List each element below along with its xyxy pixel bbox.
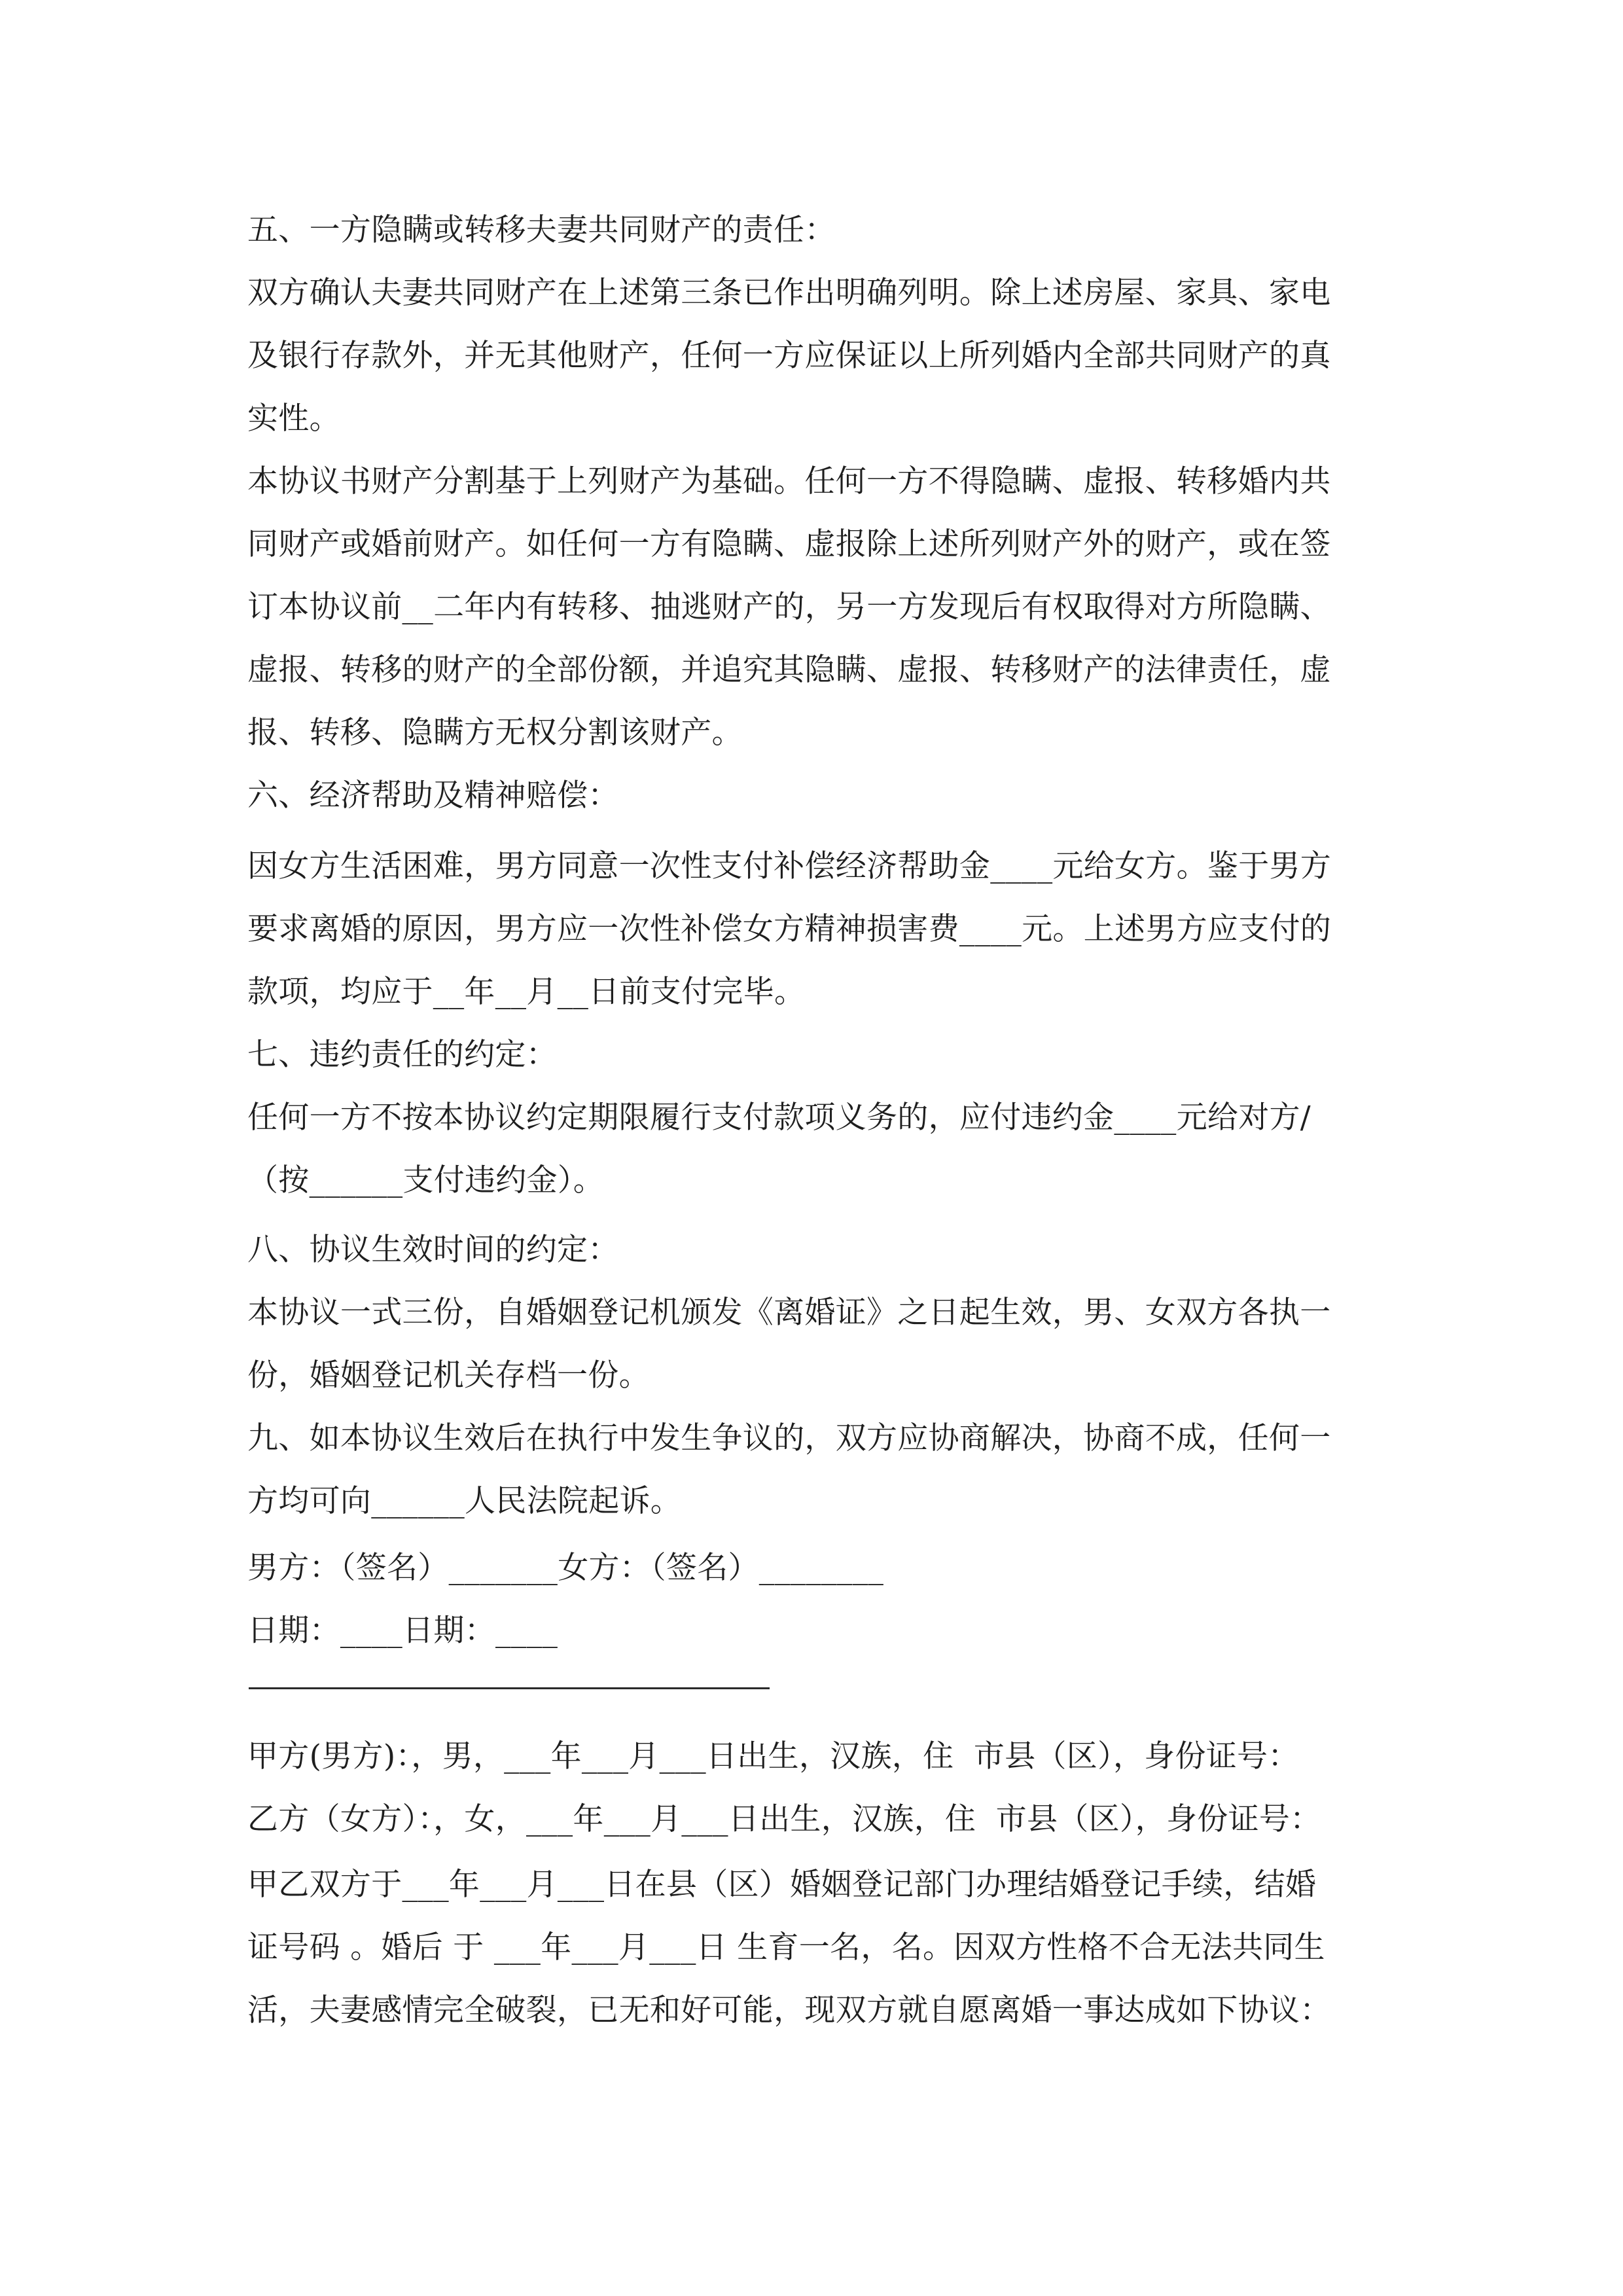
signature-line: 男方：（签名）_______女方：（签名）________ <box>247 1550 884 1586</box>
section-6-heading: 六、经济帮助及精神赔偿： <box>247 778 619 814</box>
paragraph-line: 本协议书财产分割基于上列财产为基础。任何一方不得隐瞒、虚报、转移婚内共 <box>247 463 1331 499</box>
paragraph-line: 份，婚姻登记机关存档一份。 <box>247 1357 650 1393</box>
date-line: 日期：____日期：____ <box>247 1613 558 1649</box>
section-5-heading: 五、一方隐瞒或转移夫妻共同财产的责任： <box>247 212 836 248</box>
separator-rule <box>249 1687 770 1689</box>
paragraph-line: 任何一方不按本协议约定期限履行支付款项义务的，应付违约金____元给对方/ <box>247 1100 1311 1136</box>
paragraph-line: （按______支付违约金）。 <box>247 1162 604 1198</box>
party-a-line: 甲方(男方)：，男，___年___月___日出生，汉族，住 市县（区），身份证号： <box>247 1738 1299 1774</box>
paragraph-line: 及银行存款外，并无其他财产，任何一方应保证以上所列婚内全部共同财产的真 <box>247 338 1331 374</box>
paragraph-line: 方均可向______人民法院起诉。 <box>247 1483 682 1519</box>
paragraph-line: 活，夫妻感情完全破裂，已无和好可能，现双方就自愿离婚一事达成如下协议： <box>247 1992 1331 2028</box>
paragraph-line: 虚报、转移的财产的全部份额，并追究其隐瞒、虚报、转移财产的法律责任，虚 <box>247 652 1331 688</box>
party-b-line: 乙方（女方）：，女，___年___月___日出生，汉族，住 市县（区），身份证号： <box>247 1801 1321 1837</box>
section-9-line: 九、如本协议生效后在执行中发生争议的，双方应协商解决，协商不成，任何一 <box>247 1420 1331 1456</box>
paragraph-line: 实性。 <box>247 401 340 437</box>
paragraph-line: 报、转移、隐瞒方无权分割该财产。 <box>247 715 743 751</box>
paragraph-line: 证号码 。婚后 于 ___年___月___日 生育一名，名。因双方性格不合无法共同生 <box>247 1929 1325 1965</box>
paragraph-line: 订本协议前__二年内有转移、抽逃财产的，另一方发现后有权取得对方所隐瞒、 <box>247 589 1331 625</box>
paragraph-line: 要求离婚的原因，男方应一次性补偿女方精神损害费____元。上述男方应支付的 <box>247 911 1332 947</box>
paragraph-line: 本协议一式三份，自婚姻登记机颁发《离婚证》之日起生效，男、女双方各执一 <box>247 1295 1331 1331</box>
paragraph-line: 同财产或婚前财产。如任何一方有隐瞒、虚报除上述所列财产外的财产，或在签 <box>247 526 1331 562</box>
paragraph-line: 甲乙双方于___年___月___日在县（区）婚姻登记部门办理结婚登记手续，结婚 <box>247 1867 1317 1903</box>
paragraph-line: 因女方生活困难，男方同意一次性支付补偿经济帮助金____元给女方。鉴于男方 <box>247 848 1332 884</box>
paragraph-line: 双方确认夫妻共同财产在上述第三条已作出明确列明。除上述房屋、家具、家电 <box>247 275 1331 311</box>
section-8-heading: 八、协议生效时间的约定： <box>247 1232 619 1268</box>
section-7-heading: 七、违约责任的约定： <box>247 1037 557 1073</box>
paragraph-line: 款项，均应于__年__月__日前支付完毕。 <box>247 974 806 1010</box>
